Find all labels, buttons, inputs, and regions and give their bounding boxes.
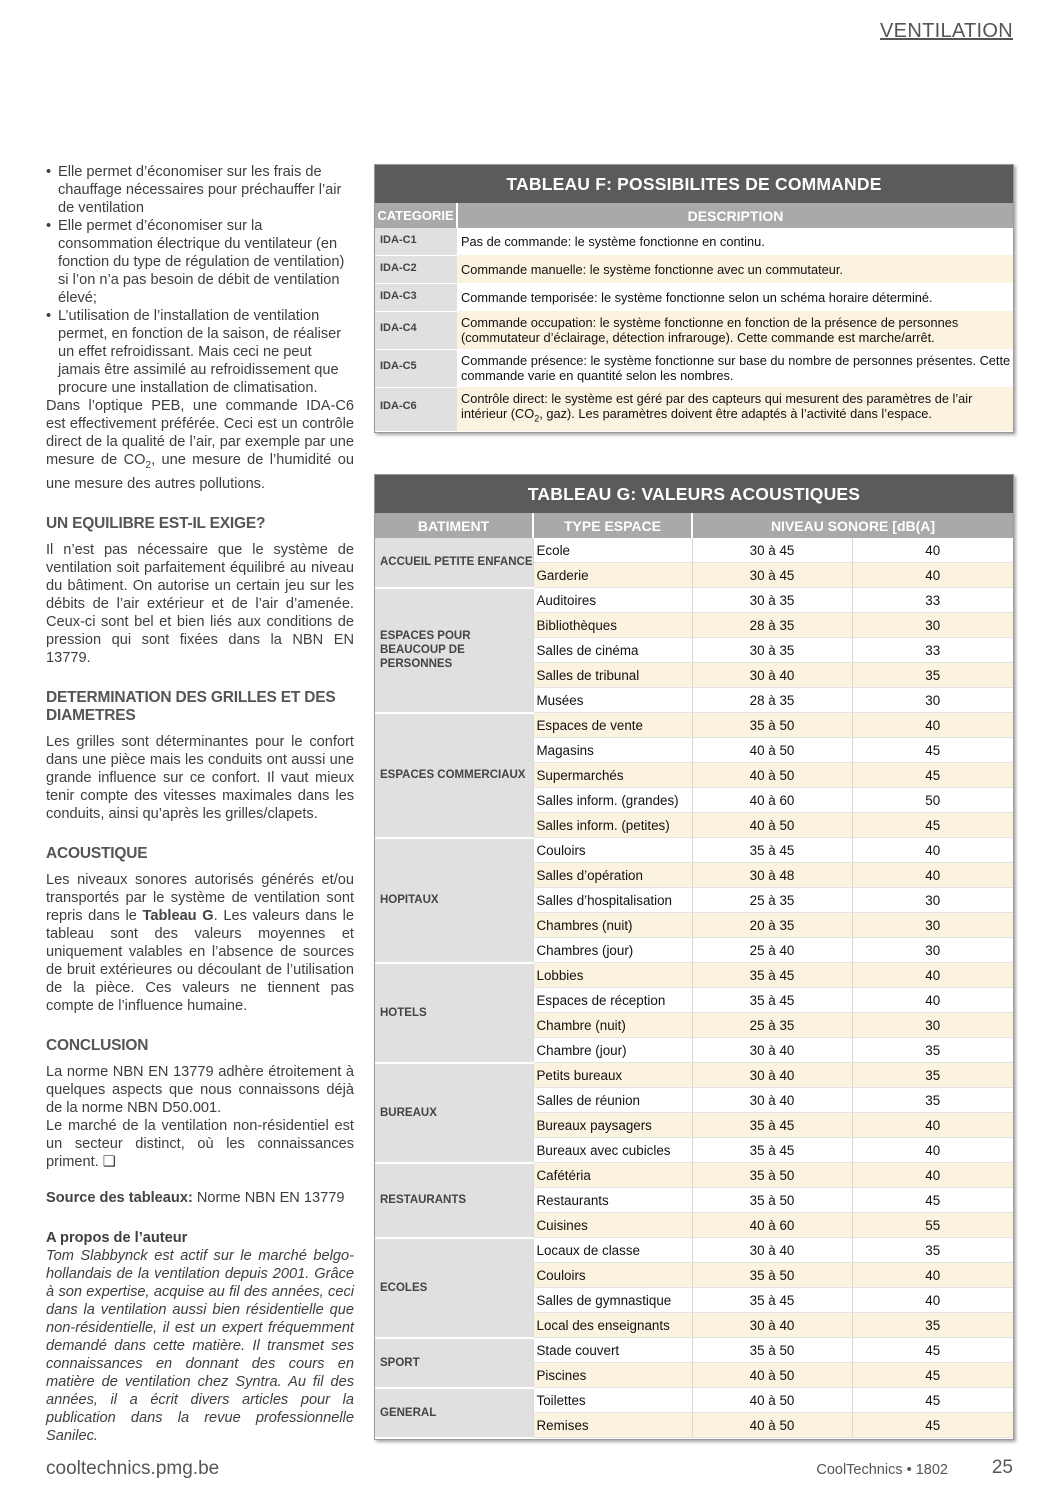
batiment-cell: ACCUEIL PETITE ENFANCE (375, 538, 533, 588)
level-cell: 40 (852, 988, 1013, 1013)
batiment-cell: ESPACES POUR BEAUCOUP DE PERSONNES (375, 588, 533, 713)
type-espace-cell: Cafétéria (533, 1163, 692, 1188)
range-cell: 30 à 45 (692, 538, 852, 563)
list-item: • Elle permet d’économiser sur la consommation électrique du ventilateur (en fonction du type de régulation de ventilation) si l’on n’a pas besoin de débit de ventilation élevé; (46, 217, 354, 307)
table-row: IDA-C6 Contrôle direct: le système est géré par des capteurs qui mesurent des paramètres de l’air intérieur ($CO_2$, gaz). Les paramètres doivent être adaptés à l’activité dans l’espace. (375, 387, 1013, 431)
list-item: • L’utilisation de l’installation de ventilation permet, en fonction de la saison, de réaliser un effet refroidissant. Mais ceci ne peut jamais être assimilé au refroidissement que procure une installation de climatisation. (46, 307, 354, 397)
table-row (375, 1238, 1013, 1263)
type-espace-cell: Chambres (jour) (533, 938, 692, 963)
article-text-column (46, 163, 354, 1445)
table-g-grid (375, 513, 1013, 1439)
level-cell: 30 (852, 938, 1013, 963)
level-cell: 45 (852, 1388, 1013, 1413)
heading-conclusion: CONCLUSION (46, 1036, 149, 1054)
type-espace-cell: Locaux de classe (533, 1238, 692, 1263)
range-cell: 35 à 45 (692, 838, 852, 863)
type-espace-cell: Salles inform. (petites) (533, 813, 692, 838)
level-cell: 45 (852, 1413, 1013, 1438)
range-cell: 30 à 40 (692, 1038, 852, 1063)
type-espace-cell: Stade couvert (533, 1338, 692, 1363)
level-cell: 35 (852, 1313, 1013, 1338)
table-g-header-batiment: BATIMENT (375, 513, 533, 538)
range-cell: 40 à 50 (692, 813, 852, 838)
table-row: IDA-C1 Pas de commande: le système fonctionne en continu. (375, 228, 1013, 255)
range-cell: 20 à 35 (692, 913, 852, 938)
heading-grilles: DETERMINATION DES GRILLES ET DES DIAMETRES (46, 688, 336, 724)
type-espace-cell: Chambre (nuit) (533, 1013, 692, 1038)
batiment-cell: SPORT (375, 1338, 533, 1388)
range-cell: 25 à 40 (692, 938, 852, 963)
table-g (374, 474, 1014, 1440)
level-cell: 33 (852, 588, 1013, 613)
author-bio: Tom Slabbynck est actif sur le marché belgo-hollandais de la ventilation depuis 2001. Grâce à son expertise, acquise au fil des années, ceci dans la ventilation aussi bien résidentielle que non-résidentielle, il est un expert fréquemment demandé dans cette matière. Il transmet ses connaissances en donnant des cours en matière de ventilation chez Syntra. Au fil des années, il a écrit divers articles pour la publication dans la revue professionnelle Sanilec. (46, 1247, 354, 1444)
type-espace-cell: Chambre (jour) (533, 1038, 692, 1063)
level-cell: 30 (852, 1013, 1013, 1038)
range-cell: 28 à 35 (692, 613, 852, 638)
paragraph-equilibre: Il n’est pas nécessaire que le système de ventilation soit parfaitement équilibré au niveau du bâtiment. On autorise un certain jeu sur les débits de l’air extérieur et de l’air d’amenée. Ceux-ci sont bel et bien liés aux conditions de pression qui sont fixées dans la NBN EN 13779. (46, 541, 354, 666)
section-label: VENTILATION (880, 20, 1013, 42)
range-cell: 30 à 48 (692, 863, 852, 888)
range-cell: 40 à 50 (692, 738, 852, 763)
table-f-grid (375, 203, 1013, 432)
level-cell: 45 (852, 1188, 1013, 1213)
paragraph-acoustique: Les niveaux sonores autorisés générés et/ou transportés par le système de ventilation sont repris dans le Tableau G. Les valeurs dans le tableau sont des valeurs moyennes et uniquement valables en l’absence de sources de bruit extérieures ou découlant de l’utilisation de la pièce. Ces valeurs ne tiennent pas compte de l’influence humaine. (46, 871, 354, 1014)
table-row (375, 588, 1013, 613)
range-cell: 40 à 60 (692, 788, 852, 813)
range-cell: 35 à 50 (692, 1263, 852, 1288)
batiment-cell: BUREAUX (375, 1063, 533, 1163)
range-cell: 40 à 50 (692, 1363, 852, 1388)
range-cell: 30 à 40 (692, 1063, 852, 1088)
range-cell: 30 à 35 (692, 588, 852, 613)
table-row (375, 838, 1013, 863)
table-g-title: TABLEAU G: VALEURS ACOUSTIQUES (375, 475, 1013, 513)
type-espace-cell: Petits bureaux (533, 1063, 692, 1088)
level-cell: 40 (852, 1113, 1013, 1138)
range-cell: 40 à 50 (692, 763, 852, 788)
range-cell: 28 à 35 (692, 688, 852, 713)
type-espace-cell: Salles de gymnastique (533, 1288, 692, 1313)
type-espace-cell: Espaces de réception (533, 988, 692, 1013)
type-espace-cell: Cuisines (533, 1213, 692, 1238)
level-cell: 40 (852, 563, 1013, 588)
type-espace-cell: Salles de tribunal (533, 663, 692, 688)
range-cell: 40 à 60 (692, 1213, 852, 1238)
batiment-cell: ESPACES COMMERCIAUX (375, 713, 533, 838)
table-row (375, 1338, 1013, 1363)
heading-acoustique: ACOUSTIQUE (46, 844, 148, 862)
paragraph-grilles: Les grilles sont déterminantes pour le confort dans une pièce mais les conduits ont aussi une grande influence sur ce confort. Il vaut mieux tenir compte des vitesses maximales dans les conduits, ainsi qu’après les grilles/clapets. (46, 733, 354, 822)
level-cell: 55 (852, 1213, 1013, 1238)
level-cell: 50 (852, 788, 1013, 813)
level-cell: 30 (852, 913, 1013, 938)
range-cell: 40 à 50 (692, 1413, 852, 1438)
range-cell: 30 à 35 (692, 638, 852, 663)
level-cell: 35 (852, 663, 1013, 688)
type-espace-cell: Magasins (533, 738, 692, 763)
type-espace-cell: Salles inform. (grandes) (533, 788, 692, 813)
range-cell: 25 à 35 (692, 1013, 852, 1038)
type-espace-cell: Salles d’opération (533, 863, 692, 888)
type-espace-cell: Bureaux paysagers (533, 1113, 692, 1138)
paragraph-conclusion-2: Le marché de la ventilation non-résidentiel est un secteur distinct, où les connaissances priment. ❑ (46, 1117, 354, 1170)
level-cell: 40 (852, 713, 1013, 738)
list-item: • Elle permet d’économiser sur les frais de chauffage nécessaires pour préchauffer l’air de ventilation (46, 163, 354, 217)
table-row (375, 1063, 1013, 1088)
type-espace-cell: Remises (533, 1413, 692, 1438)
batiment-cell: HOTELS (375, 963, 533, 1063)
table-f-title: TABLEAU F: POSSIBILITES DE COMMANDE (375, 165, 1013, 203)
table-row: IDA-C5 Commande présence: le système fonctionne sur base du nombre de personnes présentes. Cette commande varie en quantité selon les nombres. (375, 349, 1013, 387)
paragraph-conclusion-1: La norme NBN EN 13779 adhère étroitement à quelques aspects que nous connaissons déjà de la norme NBN D50.001. (46, 1063, 354, 1116)
level-cell: 30 (852, 888, 1013, 913)
type-espace-cell: Auditoires (533, 588, 692, 613)
table-g-header-type: TYPE ESPACE (533, 513, 692, 538)
type-espace-cell: Piscines (533, 1363, 692, 1388)
range-cell: 30 à 45 (692, 563, 852, 588)
type-espace-cell: Garderie (533, 563, 692, 588)
type-espace-cell: Salles de réunion (533, 1088, 692, 1113)
level-cell: 35 (852, 1038, 1013, 1063)
level-cell: 40 (852, 1288, 1013, 1313)
table-g-header-niveau: NIVEAU SONORE [dB(A] (692, 513, 1013, 538)
magazine-issue: CoolTechnics • 1802 (816, 1462, 948, 1478)
type-espace-cell: Salles d’hospitalisation (533, 888, 692, 913)
range-cell: 35 à 45 (692, 1113, 852, 1138)
range-cell: 35 à 45 (692, 963, 852, 988)
type-espace-cell: Bureaux avec cubicles (533, 1138, 692, 1163)
table-row (375, 1163, 1013, 1188)
level-cell: 45 (852, 763, 1013, 788)
table-row (375, 538, 1013, 563)
type-espace-cell: Espaces de vente (533, 713, 692, 738)
range-cell: 35 à 50 (692, 1338, 852, 1363)
range-cell: 35 à 50 (692, 1163, 852, 1188)
range-cell: 30 à 40 (692, 663, 852, 688)
range-cell: 30 à 40 (692, 1313, 852, 1338)
type-espace-cell: Chambres (nuit) (533, 913, 692, 938)
range-cell: 35 à 45 (692, 1138, 852, 1163)
website-url[interactable]: cooltechnics.pmg.be (46, 1458, 220, 1479)
level-cell: 45 (852, 813, 1013, 838)
range-cell: 35 à 45 (692, 1288, 852, 1313)
level-cell: 45 (852, 1338, 1013, 1363)
type-espace-cell: Toilettes (533, 1388, 692, 1413)
peb-paragraph: Dans l’optique PEB, une commande IDA-C6 est effectivement préférée. Ceci est un contrôle direct de la qualité de l’air, par exemple par une mesure de $CO_2$, une mesure de l’humidité ou une mesure des autres pollutions. (46, 398, 354, 492)
range-cell: 30 à 40 (692, 1088, 852, 1113)
type-espace-cell: Local des enseignants (533, 1313, 692, 1338)
range-cell: 30 à 40 (692, 1238, 852, 1263)
batiment-cell: ECOLES (375, 1238, 533, 1338)
type-espace-cell: Lobbies (533, 963, 692, 988)
range-cell: 25 à 35 (692, 888, 852, 913)
level-cell: 40 (852, 963, 1013, 988)
table-row (375, 1388, 1013, 1413)
level-cell: 40 (852, 1263, 1013, 1288)
heading-equilibre: UN EQUILIBRE EST-IL EXIGE? (46, 514, 266, 532)
type-espace-cell: Ecole (533, 538, 692, 563)
page-number: 25 (991, 1457, 1013, 1478)
level-cell: 30 (852, 613, 1013, 638)
range-cell: 40 à 50 (692, 1388, 852, 1413)
type-espace-cell: Couloirs (533, 838, 692, 863)
type-espace-cell: Musées (533, 688, 692, 713)
type-espace-cell: Couloirs (533, 1263, 692, 1288)
batiment-cell: HOPITAUX (375, 838, 533, 963)
type-espace-cell: Bibliothèques (533, 613, 692, 638)
type-espace-cell: Salles de cinéma (533, 638, 692, 663)
table-row (375, 713, 1013, 738)
level-cell: 45 (852, 738, 1013, 763)
table-row (375, 963, 1013, 988)
table-f-header-categorie: CATEGORIE (375, 203, 457, 228)
batiment-cell: RESTAURANTS (375, 1163, 533, 1238)
table-row: IDA-C3 Commande temporisée: le système fonctionne selon un schéma horaire déterminé. (375, 283, 1013, 311)
type-espace-cell: Supermarchés (533, 763, 692, 788)
level-cell: 35 (852, 1063, 1013, 1088)
level-cell: 40 (852, 838, 1013, 863)
table-f-header-description: DESCRIPTION (457, 203, 1013, 228)
table-row: IDA-C4 Commande occupation: le système fonctionne en fonction de la présence de personnes (commutateur d’éclairage, détection infrarouge). Cette commande est marche/arrêt. (375, 311, 1013, 349)
range-cell: 35 à 50 (692, 713, 852, 738)
level-cell: 35 (852, 1238, 1013, 1263)
level-cell: 35 (852, 1088, 1013, 1113)
level-cell: 40 (852, 1138, 1013, 1163)
range-cell: 35 à 45 (692, 988, 852, 1013)
table-row: IDA-C2 Commande manuelle: le système fonctionne avec un commutateur. (375, 255, 1013, 283)
author-heading: A propos de l’auteur (46, 1229, 188, 1246)
type-espace-cell: Restaurants (533, 1188, 692, 1213)
level-cell: 45 (852, 1363, 1013, 1388)
level-cell: 40 (852, 1163, 1013, 1188)
level-cell: 40 (852, 538, 1013, 563)
range-cell: 35 à 50 (692, 1188, 852, 1213)
batiment-cell: GENERAL (375, 1388, 533, 1438)
level-cell: 30 (852, 688, 1013, 713)
source-note: Source des tableaux: Norme NBN EN 13779 (46, 1189, 345, 1206)
level-cell: 33 (852, 638, 1013, 663)
table-f (374, 164, 1014, 433)
benefits-list (46, 163, 354, 397)
level-cell: 40 (852, 863, 1013, 888)
